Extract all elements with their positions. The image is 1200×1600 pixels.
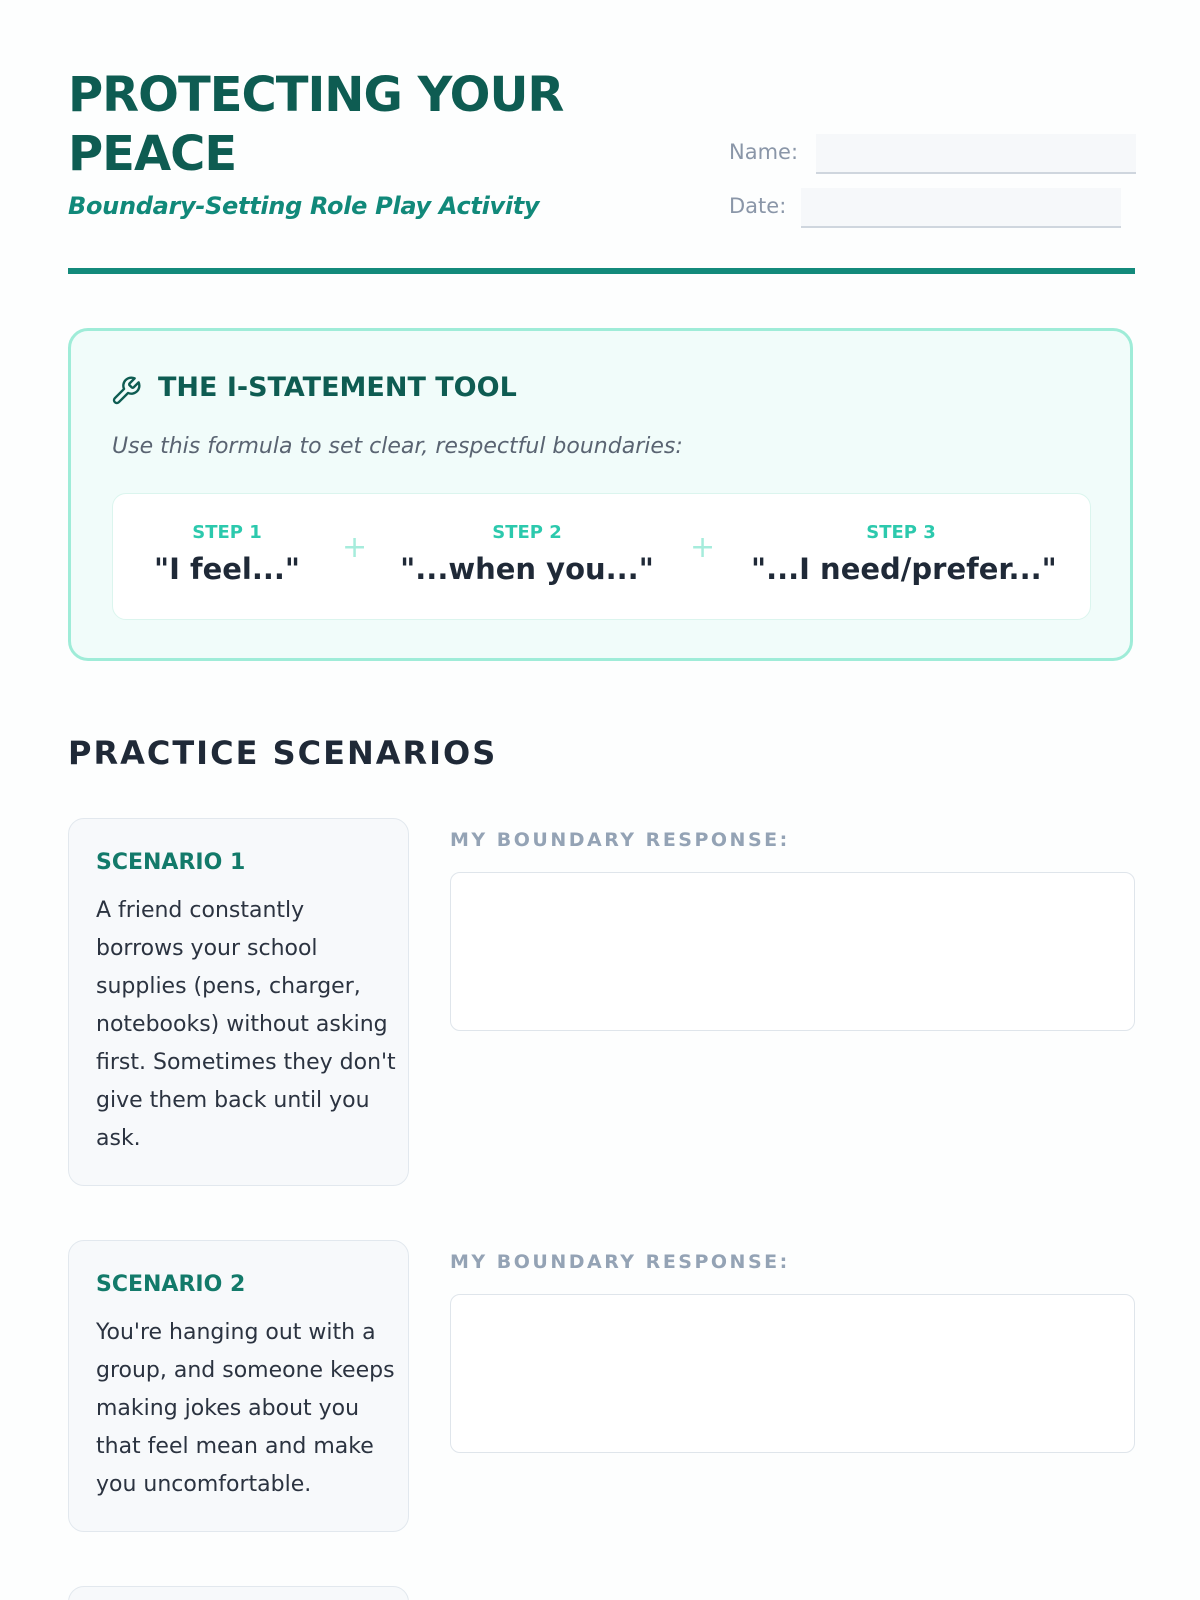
page-title: PROTECTING YOUR PEACE [68, 67, 564, 182]
scenario-card [68, 1586, 409, 1600]
step-1-label: STEP 1 [192, 522, 262, 543]
name-field[interactable] [816, 134, 1136, 174]
date-label: Date: [729, 194, 787, 218]
step-2-label: STEP 2 [492, 522, 562, 543]
response-label: MY BOUNDARY RESPONSE: [450, 829, 790, 851]
wrench-icon [110, 375, 142, 407]
step-1-text: "I feel..." [153, 552, 301, 586]
response-input[interactable] [450, 872, 1135, 1031]
step-2-text: "...when you..." [400, 552, 654, 586]
plus-separator: + [690, 530, 716, 565]
scenario-label: SCENARIO 1 [96, 850, 246, 875]
page-subtitle: Boundary-Setting Role Play Activity [68, 192, 540, 220]
scenario-text: You're hanging out with a group, and someone keeps making jokes about you that feel mean and make you uncomfortable. [96, 1320, 395, 1497]
date-field[interactable] [801, 188, 1121, 228]
response-label: MY BOUNDARY RESPONSE: [450, 1251, 790, 1273]
step-3-label: STEP 3 [866, 522, 936, 543]
scenario-text: A friend constantly borrows your school supplies (pens, charger, notebooks) without asking first. Sometimes they don't give them back until you ask. [96, 898, 396, 1151]
response-input[interactable] [450, 1294, 1135, 1453]
plus-separator: + [342, 530, 368, 565]
tool-heading: THE I-STATEMENT TOOL [158, 372, 517, 403]
scenario-label: SCENARIO 2 [96, 1272, 246, 1297]
tool-intro: Use this formula to set clear, respectful boundaries: [112, 434, 683, 459]
section-title: PRACTICE SCENARIOS [68, 734, 498, 772]
name-label: Name: [729, 140, 799, 164]
header-divider [68, 268, 1135, 274]
step-3-text: "...I need/prefer..." [751, 552, 1057, 586]
